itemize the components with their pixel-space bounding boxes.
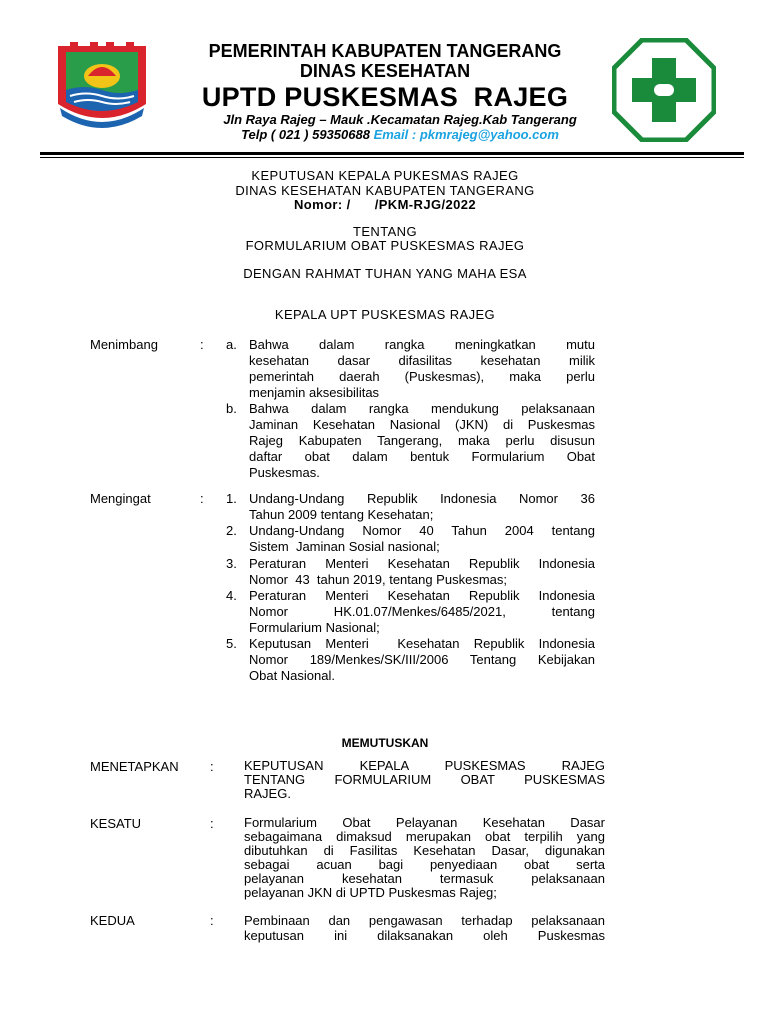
mengingat-item-5 [249, 636, 595, 684]
text-line: Undang-Undang Republik Indonesia Nomor 36 [249, 491, 595, 506]
text-line: daftar obat dalam bentuk Formularium Obat [249, 449, 595, 464]
text-line: Peraturan Menteri Kesehatan Republik Indonesia [249, 588, 595, 603]
text-line: Bahwa dalam rangka mendukung pelaksanaan [249, 401, 595, 416]
text-line: menjamin aksesibilitas [249, 385, 380, 400]
menimbang-label: Menimbang [90, 337, 158, 352]
decree-department: DINAS KESEHATAN KABUPATEN TANGERANG [235, 183, 535, 198]
text-line: Rajeg Kabupaten Tangerang, maka perlu disusun [249, 433, 595, 448]
text-line: Tahun 2009 tentang Kesehatan; [249, 507, 434, 522]
mengingat-mark-2: 2. [226, 523, 237, 538]
menetapkan-label: MENETAPKAN [90, 759, 179, 774]
mengingat-mark-1: 1. [226, 491, 237, 506]
text-line: dibutuhkan di Fasilitas Kesehatan Dasar, digunakan [244, 843, 605, 858]
text-line: pelayanan kesehatan termasuk pelaksanaan [244, 871, 605, 886]
mengingat-item-2 [249, 523, 595, 555]
department-name: DINAS KESEHATAN [299, 61, 471, 81]
text-line: TENTANG FORMULARIUM OBAT PUSKESMAS [244, 772, 605, 787]
mengingat-item-4 [249, 588, 595, 636]
mengingat-colon: : [200, 491, 204, 506]
text-line: Formularium Obat Pelayanan Kesehatan Dasar [244, 815, 605, 830]
text-line: Obat Nasional. [249, 668, 335, 683]
mengingat-item-1 [249, 491, 595, 523]
mengingat-mark-4: 4. [226, 588, 237, 603]
government-name: PEMERINTAH KABUPATEN TANGERANG [208, 41, 562, 61]
kedua-colon: : [210, 913, 214, 928]
header-rule-thin [40, 157, 744, 158]
mengingat-label: Mengingat [90, 491, 151, 506]
mengingat-mark-3: 3. [226, 556, 237, 571]
text-line: Jaminan Kesehatan Nasional (JKN) di Puskesmas [249, 417, 595, 432]
address: Jln Raya Rajeg – Mauk .Kecamatan Rajeg.Kab Tangerang [223, 112, 577, 127]
tentang-heading: TENTANG [353, 224, 417, 239]
kesatu-text [244, 816, 605, 900]
blessing-line: DENGAN RAHMAT TUHAN YANG MAHA ESA [243, 266, 527, 281]
text-line: RAJEG. [244, 786, 291, 801]
kesatu-label: KESATU [90, 816, 142, 831]
phone: Telp ( 021 ) 59350688 [241, 127, 370, 142]
text-line: Keputusan Menteri Kesehatan Republik Indonesia [249, 636, 595, 651]
text-line: sebagai acuan bagi penyediaan obat serta [244, 857, 605, 872]
text-line: Puskesmas. [249, 465, 320, 480]
text-line: KEPUTUSAN KEPALA PUSKESMAS RAJEG [244, 758, 605, 773]
institution-name: UPTD PUSKESMAS RAJEG [201, 82, 569, 112]
kedua-label: KEDUA [90, 913, 135, 928]
text-line: Nomor HK.01.07/Menkes/6485/2021, tentang [249, 604, 595, 619]
menimbang-mark-a: a. [226, 337, 237, 352]
text-line: pemerintah daerah (Puskesmas), maka perlu [249, 369, 595, 384]
text-line: Sistem Jaminan Sosial nasional; [249, 539, 440, 554]
text-line: Formularium Nasional; [249, 620, 380, 635]
text-line: Bahwa dalam rangka meningkatkan mutu [249, 337, 595, 352]
menetapkan-text [244, 759, 605, 801]
mengingat-mark-5: 5. [226, 636, 237, 651]
text-line: Undang-Undang Nomor 40 Tahun 2004 tentang [249, 523, 595, 538]
menimbang-mark-b: b. [226, 401, 237, 416]
head-title: KEPALA UPT PUSKESMAS RAJEG [274, 307, 496, 322]
decree-subject: FORMULARIUM OBAT PUSKESMAS RAJEG [245, 238, 525, 253]
text-line: kesehatan dasar difasilitas kesehatan milik [249, 353, 595, 368]
email[interactable]: Email : pkmrajeg@yahoo.com [373, 127, 559, 142]
text-line: Pembinaan dan pengawasan terhadap pelaksanaan [244, 913, 605, 928]
text-line: pelayanan JKN di UPTD Puskesmas Rajeg; [244, 885, 497, 900]
text-line: Nomor 43 tahun 2019, tentang Puskesmas; [249, 572, 507, 587]
header-rule [40, 152, 744, 155]
menimbang-colon: : [200, 337, 204, 352]
contact-line [170, 127, 630, 142]
kabupaten-tangerang-emblem-icon [56, 40, 148, 132]
memutuskan-heading: MEMUTUSKAN [341, 736, 429, 750]
menimbang-item-b [249, 401, 595, 481]
kabupaten-tangerang-logo [56, 40, 148, 132]
text-line: sebagaimana dimaksud merupakan obat terpilih yang [244, 829, 605, 844]
text-line: keputusan ini dilaksanakan oleh Puskesmas [244, 928, 605, 943]
decree-title: KEPUTUSAN KEPALA PUKESMAS RAJEG [251, 168, 519, 183]
text-line: Nomor 189/Menkes/SK/III/2006 Tentang Kebijakan [249, 652, 595, 667]
decree-number: Nomor: / /PKM-RJG/2022 [293, 197, 476, 212]
kesatu-colon: : [210, 816, 214, 831]
menimbang-item-a [249, 337, 595, 401]
kedua-text [244, 913, 605, 943]
text-line: Peraturan Menteri Kesehatan Republik Indonesia [249, 556, 595, 571]
menetapkan-colon: : [210, 759, 214, 774]
mengingat-item-3 [249, 556, 595, 588]
